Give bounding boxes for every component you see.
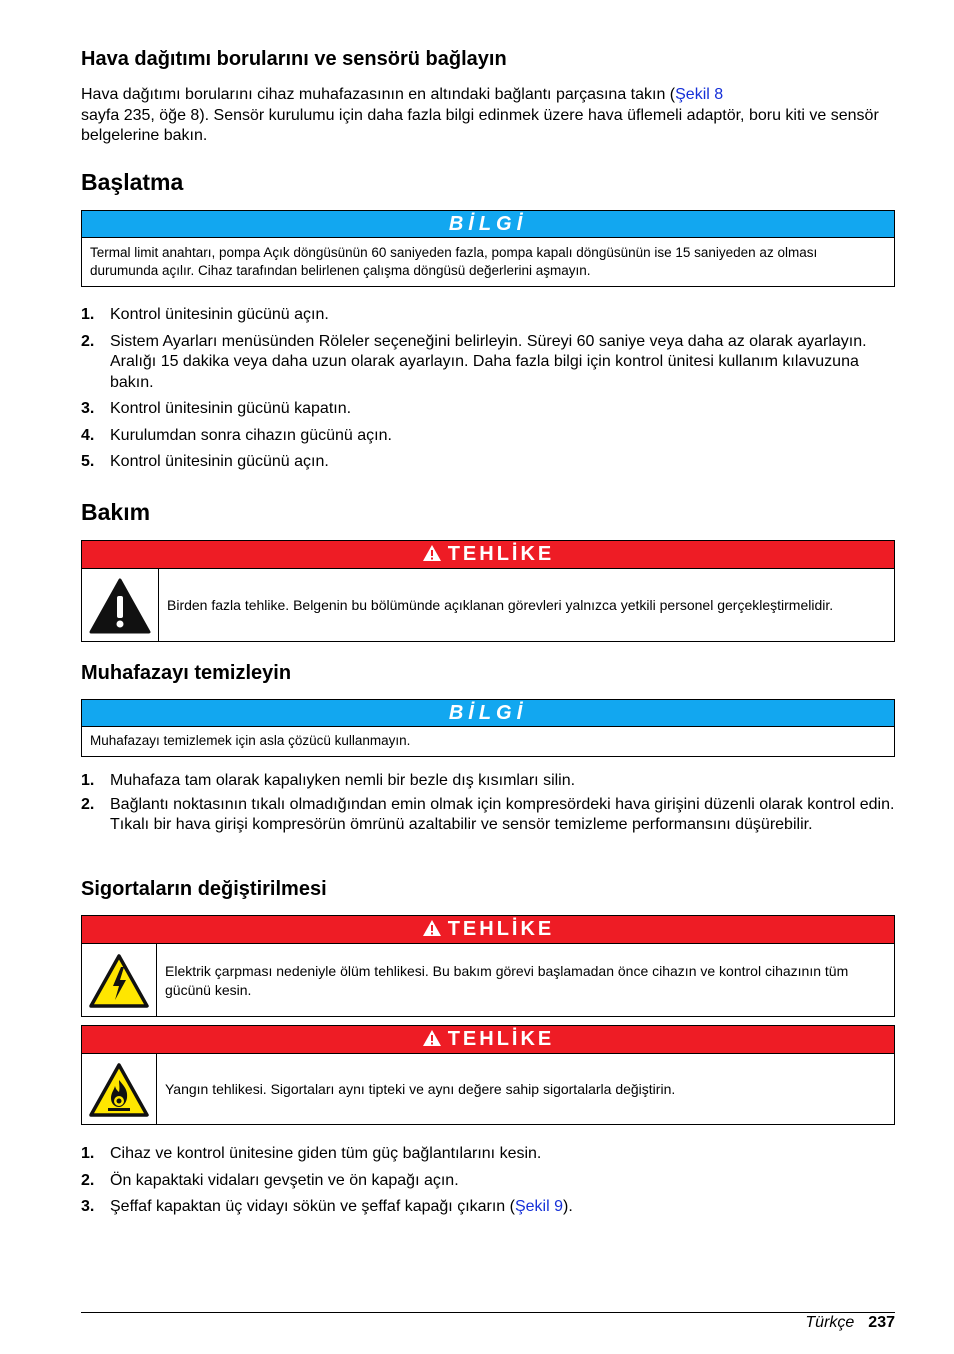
exclamation-warning-icon <box>82 569 159 642</box>
footer-divider <box>81 1312 895 1313</box>
link-figure-8[interactable]: Şekil 8 <box>675 86 724 103</box>
startup-note-box <box>81 210 895 287</box>
heading-air-connection: Hava dağıtımı borularını ve sensörü bağlayın <box>81 48 507 70</box>
warning-triangle-icon <box>422 544 442 562</box>
fire-hazard-icon <box>82 1054 157 1125</box>
list-item: 3. Şeffaf kapaktan üç vidayı sökün ve şeffaf kapağı çıkarın (Şekil 9). <box>81 1198 573 1215</box>
heading-startup: Başlatma <box>81 169 184 195</box>
list-item: 1. Muhafaza tam olarak kapalıyken nemli bir bezle dış kısımları silin. <box>81 772 576 789</box>
link-figure-9[interactable]: Şekil 9 <box>514 1198 564 1215</box>
danger-title-bar <box>82 916 894 944</box>
clean-note-box <box>81 699 895 757</box>
footer-language: Türkçe <box>805 1314 855 1331</box>
list-item: 1. Kontrol ünitesinin gücünü açın. <box>81 306 329 323</box>
danger-text: Birden fazla tehlike. Belgenin bu bölümünde açıklanan görevleri yalnızca yetkili personel gerçekleştirmelidir. <box>167 597 834 613</box>
danger-title-bar <box>82 541 894 569</box>
list-item: 2. Ön kapaktaki vidaları gevşetin ve ön kapağı açın. <box>81 1171 459 1189</box>
list-item: 1. Cihaz ve kontrol ünitesine giden tüm güç bağlantılarını kesin. <box>81 1145 542 1162</box>
list-item: 2. Bağlantı noktasının tıkalı olmadığından emin olmak için kompresördeki hava girişini düzenli olarak kontrol edin. Tıkalı bir hava girişi kompresörün ömrünü azaltabilir ve sensör temizleme performansını düşürebilir. <box>81 795 895 833</box>
danger-text: Elektrik çarpması nedeniyle ölüm tehlikesi. Bu bakım görevi başlamadan önce cihazın ve kontrol cihazının tüm gücünü kesin. <box>165 962 849 998</box>
footer <box>805 1313 895 1333</box>
danger-title: TEHLİKE <box>447 543 555 565</box>
warning-triangle-icon <box>422 919 442 937</box>
danger-title-bar <box>82 1026 894 1054</box>
fire-danger-box <box>81 1025 895 1125</box>
note-text: Termal limit anahtarı, pompa Açık döngüsünün 60 saniyeden fazla, pompa kapalı döngüsünün ise 15 saniyeden az olması durumunda açılır. Cihaz tarafından belirlenen çalışma döngüsü değerlerini aşmayın. <box>90 245 818 278</box>
maintenance-danger-box <box>81 540 895 642</box>
list-item: 3. Kontrol ünitesinin gücünü kapatın. <box>81 400 352 417</box>
warning-triangle-icon <box>422 1029 442 1047</box>
danger-title: TEHLİKE <box>447 1028 555 1050</box>
air-para-text-2: sayfa 235, öğe 8). Sensör kurulumu için daha fazla bilgi edinmek üzere hava üflemeli adaptör, boru kiti ve sensör belgelerine bakın. <box>81 106 879 144</box>
page-number: 237 <box>868 1314 895 1331</box>
list-item: 5. Kontrol ünitesinin gücünü açın. <box>81 453 329 470</box>
note-title: BİLGİ <box>82 700 894 727</box>
danger-title: TEHLİKE <box>447 918 555 940</box>
air-connection-paragraph <box>81 85 901 147</box>
heading-maintenance: Bakım <box>81 499 151 525</box>
list-item: 2. Sistem Ayarları menüsünden Röleler seçeneğini belirleyin. Süreyi 60 saniye veya daha az olarak ayarlayın. Aralığı 15 dakika veya daha uzun olarak ayarlayın. Daha fazla bilgi için kontrol ünitesi kullanım kılavuzuna bakın. <box>81 332 867 391</box>
electric-shock-icon <box>82 944 157 1017</box>
heading-clean-enclosure: Muhafazayı temizleyin <box>81 662 292 684</box>
fuse-steps <box>81 1144 901 1218</box>
electric-danger-box <box>81 915 895 1017</box>
clean-steps <box>81 771 901 836</box>
heading-fuse-replacement: Sigortaların değiştirilmesi <box>81 878 327 900</box>
startup-steps <box>81 305 901 473</box>
air-para-text-1: Hava dağıtımı borularını cihaz muhafazasının en altındaki bağlantı parçasına takın ( <box>81 86 676 103</box>
list-item: 4. Kurulumdan sonra cihazın gücünü açın. <box>81 426 392 444</box>
note-text: Muhafazayı temizlemek için asla çözücü kullanmayın. <box>90 733 411 748</box>
note-title: BİLGİ <box>82 211 894 238</box>
danger-text: Yangın tehlikesi. Sigortaları aynı tipteki ve aynı değere sahip sigortalarla değiştirin. <box>165 1081 676 1097</box>
